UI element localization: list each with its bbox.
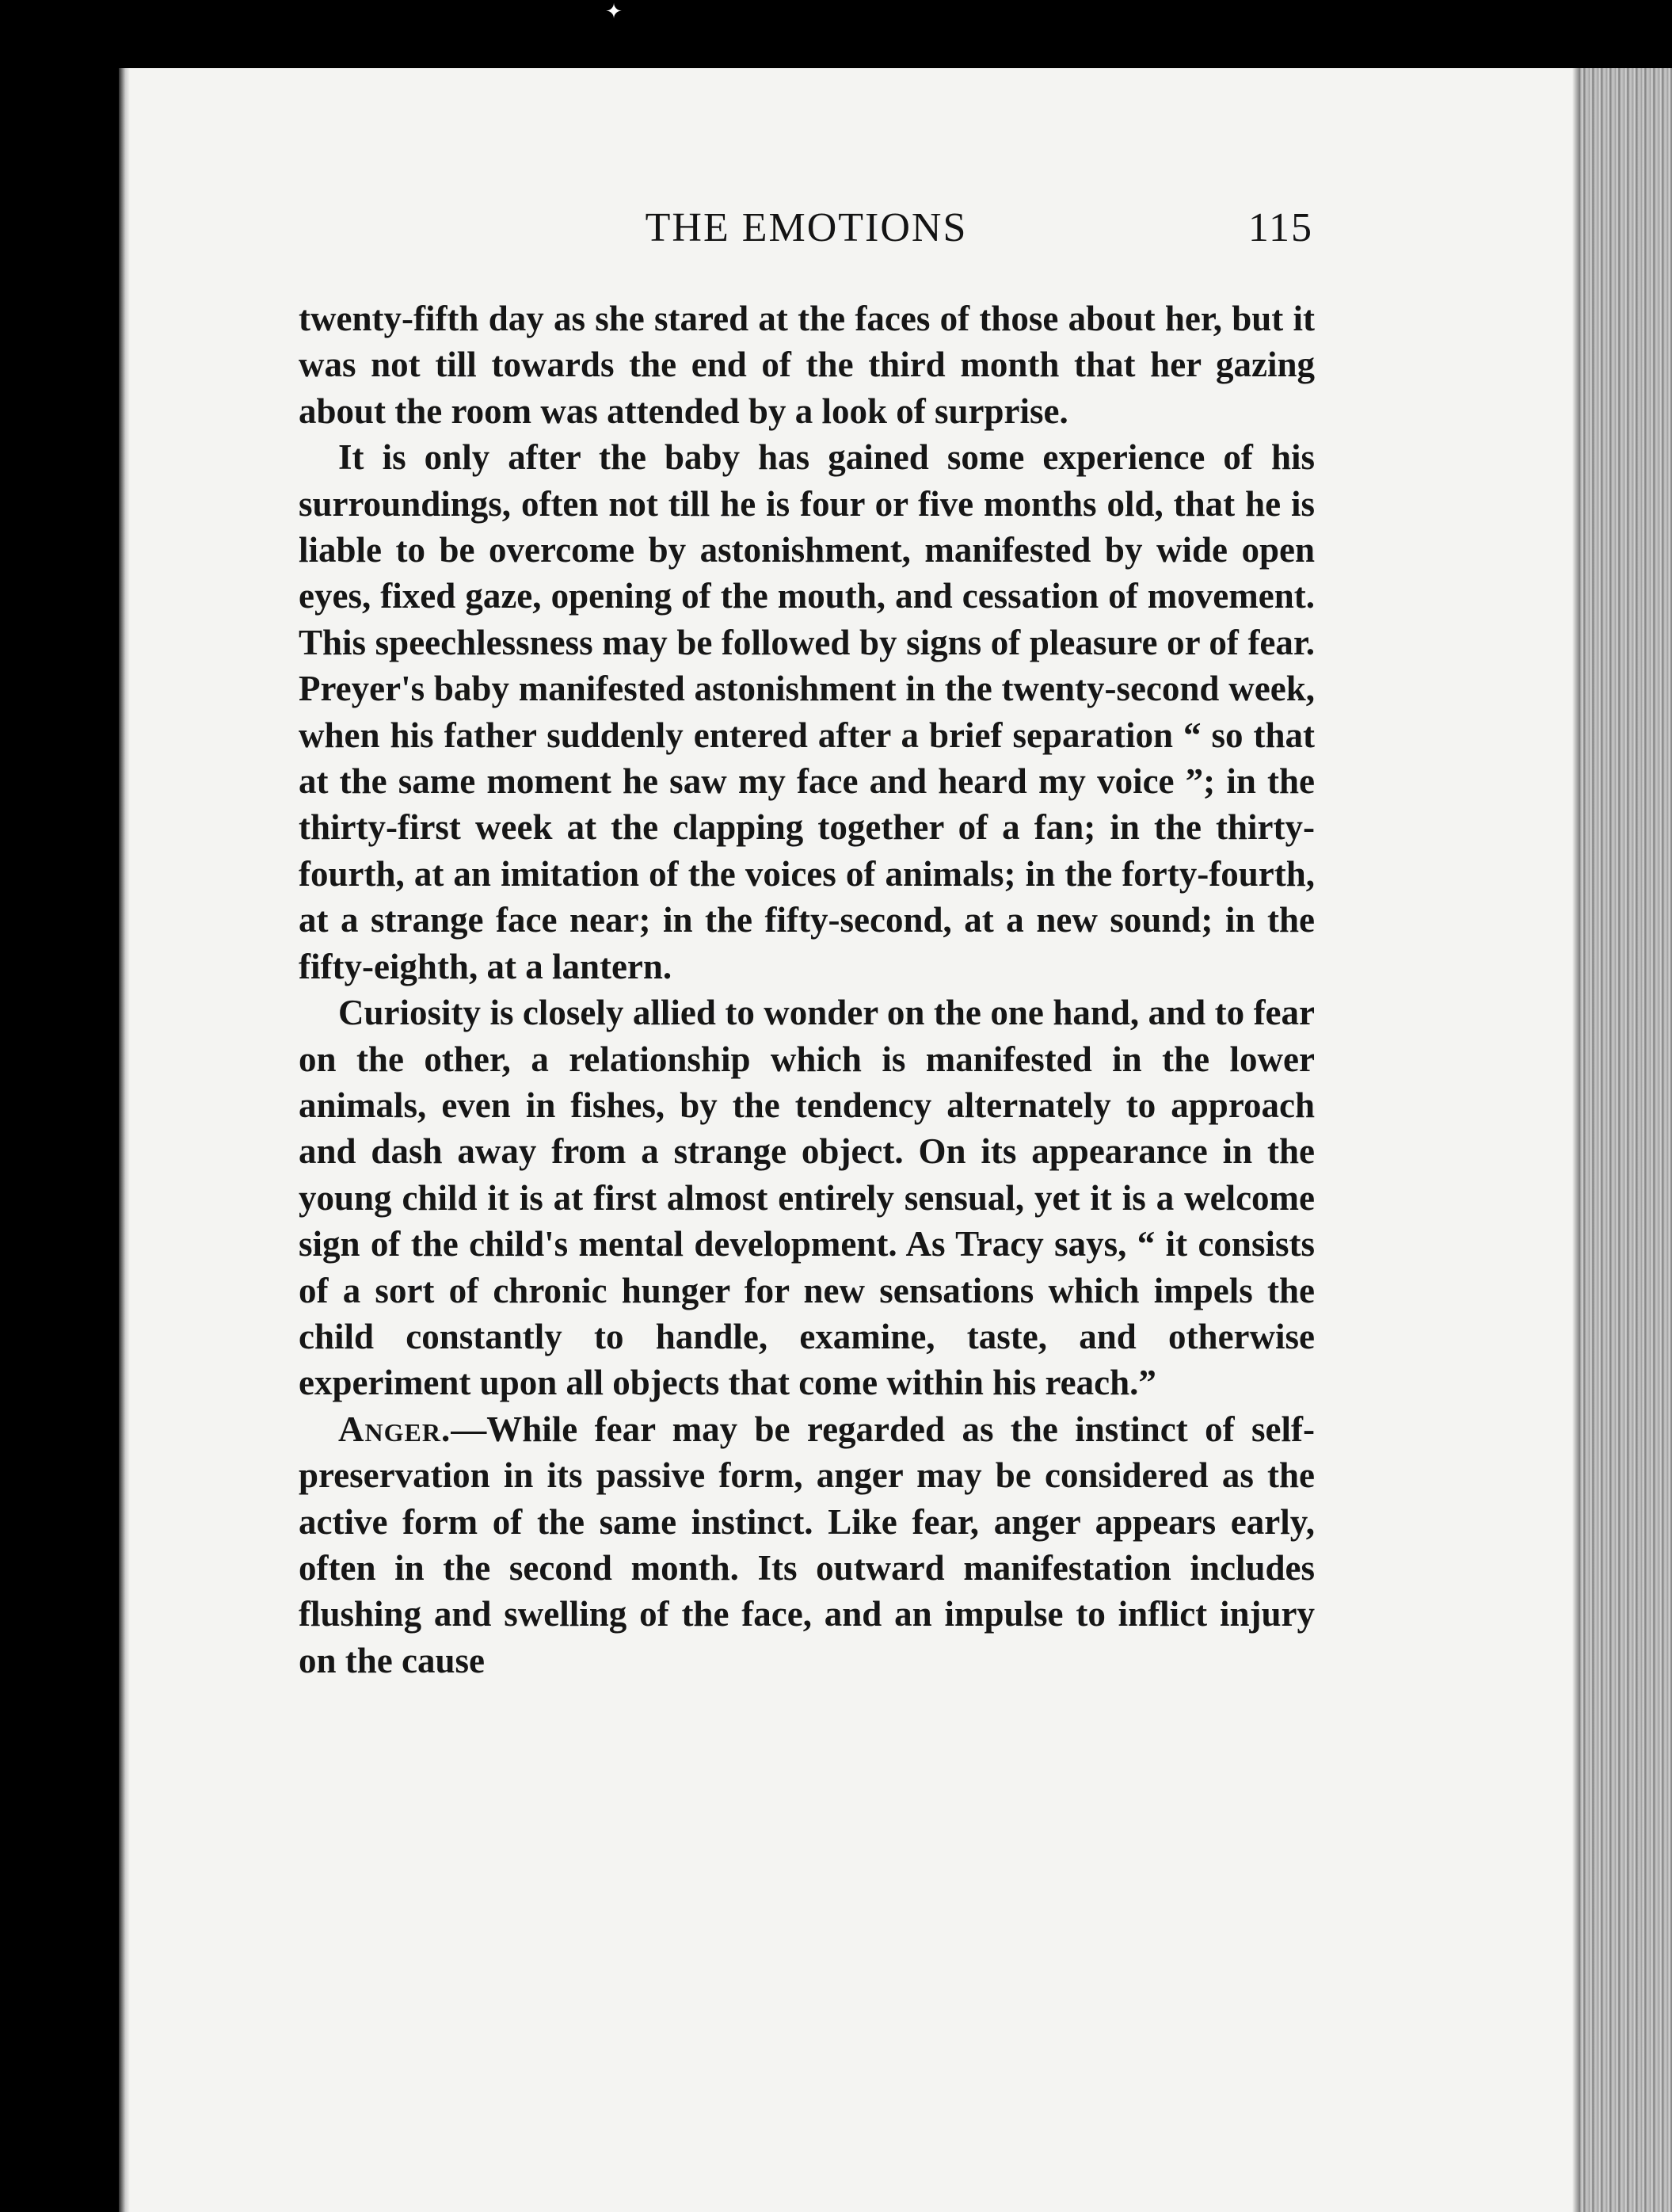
running-title: THE EMOTIONS (645, 205, 968, 250)
paragraph-anger-text: —While fear may be regarded as the instinct of self-preservation in its passive form, anger may be considered as the active form of the same instinct. Like fear, anger appears early, often in the second month. Its outward manifestation includes flushing and swelling of the face, and an impulse to inflict injury on the cause (299, 1409, 1315, 1680)
page-gutter-shadow (119, 68, 130, 2212)
paragraph-astonishment: It is only after the baby has gained some experience of his surroundings, often not till he is four or five months old, that he is liable to be overcome by astonishment, manifested by wide open eyes, fixed gaze, opening of the mouth, and cessation of movement. This speechlessness may be followed by signs of pleasure or of fear. Preyer's baby manifested astonishment in the twenty-second week, when his father suddenly entered after a brief separation “ so that at the same moment he saw my face and heard my voice ”; in the thirty-first week at the clapping together of a fan; in the thirty-fourth, at an imitation of the voices of animals; in the forty-fourth, at a strange face near; in the fifty-second, at a new sound; in the fifty-eighth, at a lantern. (299, 437, 1315, 986)
paragraph-anger (299, 1406, 1315, 1684)
body-text (299, 296, 1315, 1684)
scan-mark-icon: ✦ (605, 0, 623, 24)
paragraph-continued: twenty-fifth day as she stared at the faces of those about her, but it was not till towards the end of the third month that her gazing about the room was attended by a look of surprise. (299, 299, 1315, 431)
book-spine-edge (1580, 68, 1672, 2212)
paragraph-curiosity: Curiosity is closely allied to wonder on the one hand, and to fear on the other, a relationship which is manifested in the lower animals, even in fishes, by the tendency alternately to approach and dash away from a strange object. On its appearance in the young child it is at first almost entirely sensual, yet it is a welcome sign of the child's mental development. As Tracy says, “ it consists of a sort of chronic hunger for new sensations which impels the child constantly to handle, examine, taste, and otherwise experiment upon all objects that come within his reach.” (299, 993, 1315, 1403)
section-heading-anger: Anger. (338, 1409, 451, 1449)
page-header (299, 204, 1313, 260)
page-number: 115 (1247, 205, 1313, 250)
